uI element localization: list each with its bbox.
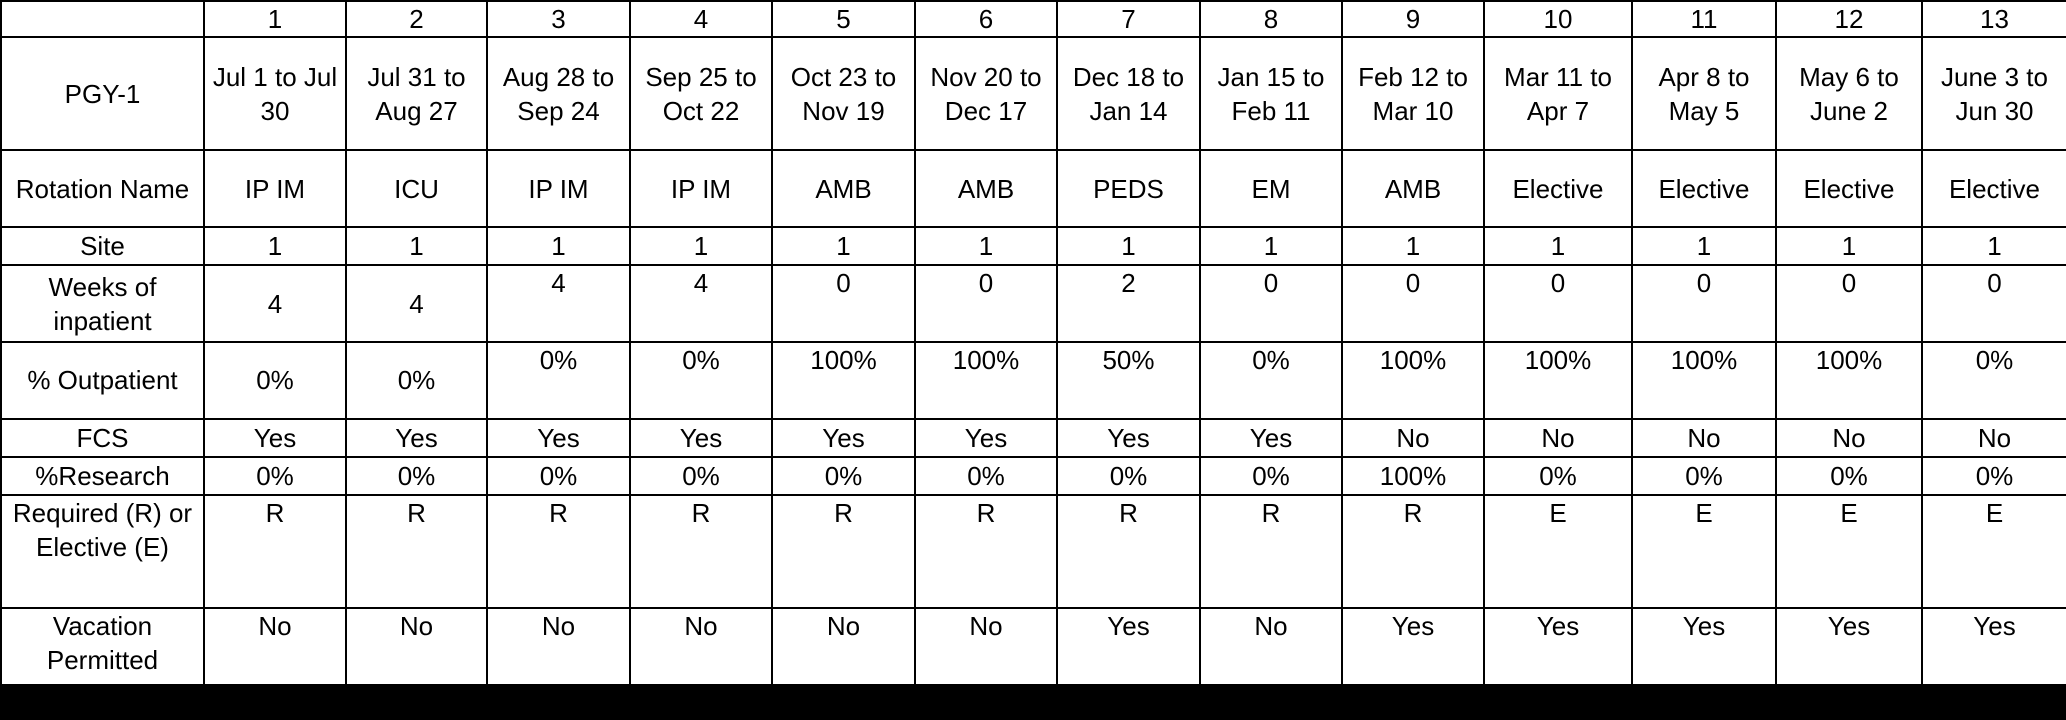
table-cell: PEDS: [1057, 150, 1200, 227]
table-cell: R: [487, 495, 630, 608]
table-cell: 0%: [204, 457, 346, 495]
header-period-number: 8: [1200, 1, 1342, 37]
table-cell: R: [630, 495, 772, 608]
row-label-outpatient: % Outpatient: [1, 342, 204, 419]
table-cell: 0: [1922, 265, 2066, 342]
table-cell: 0%: [487, 342, 630, 419]
table-cell: Dec 18 to Jan 14: [1057, 37, 1200, 150]
table-cell: 4: [204, 265, 346, 342]
row-label-research: %Research: [1, 457, 204, 495]
table-cell: Yes: [1922, 608, 2066, 685]
table-cell: No: [630, 608, 772, 685]
table-cell: 2: [1057, 265, 1200, 342]
table-cell: 0: [1632, 265, 1776, 342]
table-cell: 0%: [1922, 342, 2066, 419]
table-cell: 1: [346, 227, 487, 265]
table-cell: Yes: [1342, 608, 1484, 685]
table-cell: June 3 to Jun 30: [1922, 37, 2066, 150]
table-cell: 4: [487, 265, 630, 342]
table-cell: 1: [1776, 227, 1922, 265]
table-cell: 0%: [346, 457, 487, 495]
table-cell: No: [204, 608, 346, 685]
table-cell: 0%: [630, 342, 772, 419]
table-cell: 0%: [487, 457, 630, 495]
table-cell: EM: [1200, 150, 1342, 227]
table-cell: Yes: [772, 419, 915, 457]
table-cell: 1: [204, 227, 346, 265]
table-cell: 1: [1342, 227, 1484, 265]
header-period-number: 6: [915, 1, 1057, 37]
table-cell: R: [772, 495, 915, 608]
table-cell: No: [1922, 419, 2066, 457]
header-row: [1, 1, 2066, 37]
row-label-pgy1: PGY-1: [1, 37, 204, 150]
table-cell: 1: [1922, 227, 2066, 265]
row-rotation-name: [1, 150, 2066, 227]
table-cell: 50%: [1057, 342, 1200, 419]
table-cell: 100%: [1342, 457, 1484, 495]
row-label-vacation: Vacation Permitted: [1, 608, 204, 685]
table-cell: Elective: [1484, 150, 1632, 227]
table-cell: No: [1200, 608, 1342, 685]
row-pgy1-dates: [1, 37, 2066, 150]
header-period-number: 11: [1632, 1, 1776, 37]
table-cell: No: [1776, 419, 1922, 457]
header-period-number: 12: [1776, 1, 1922, 37]
table-cell: Elective: [1922, 150, 2066, 227]
table-cell: May 6 to June 2: [1776, 37, 1922, 150]
table-cell: Yes: [487, 419, 630, 457]
table-cell: Apr 8 to May 5: [1632, 37, 1776, 150]
header-period-number: 2: [346, 1, 487, 37]
table-cell: 100%: [1484, 342, 1632, 419]
table-cell: 1: [1632, 227, 1776, 265]
table-cell: E: [1632, 495, 1776, 608]
table-cell: 1: [1057, 227, 1200, 265]
table-cell: Nov 20 to Dec 17: [915, 37, 1057, 150]
table-cell: 100%: [1342, 342, 1484, 419]
table-cell: Yes: [1200, 419, 1342, 457]
table-cell: R: [1057, 495, 1200, 608]
table-cell: R: [1342, 495, 1484, 608]
header-period-number: 4: [630, 1, 772, 37]
table-cell: 0%: [204, 342, 346, 419]
table-cell: 1: [772, 227, 915, 265]
table-cell: E: [1922, 495, 2066, 608]
table-cell: Jul 31 to Aug 27: [346, 37, 487, 150]
header-corner-cell: [1, 1, 204, 37]
header-period-number: 5: [772, 1, 915, 37]
table-cell: 1: [487, 227, 630, 265]
table-cell: ICU: [346, 150, 487, 227]
table-cell: Yes: [1057, 419, 1200, 457]
table-cell: 0%: [1057, 457, 1200, 495]
table-cell: E: [1776, 495, 1922, 608]
table-cell: 100%: [1632, 342, 1776, 419]
table-cell: 100%: [772, 342, 915, 419]
row-label-required-elective: Required (R) or Elective (E): [1, 495, 204, 608]
table-cell: Yes: [915, 419, 1057, 457]
header-period-number: 13: [1922, 1, 2066, 37]
header-period-number: 3: [487, 1, 630, 37]
table-cell: 1: [1200, 227, 1342, 265]
table-cell: 0%: [1632, 457, 1776, 495]
table-cell: R: [915, 495, 1057, 608]
table-cell: Mar 11 to Apr 7: [1484, 37, 1632, 150]
table-cell: R: [1200, 495, 1342, 608]
table-cell: Yes: [630, 419, 772, 457]
table-cell: 4: [630, 265, 772, 342]
table-cell: 0%: [772, 457, 915, 495]
table-cell: Jul 1 to Jul 30: [204, 37, 346, 150]
table-cell: AMB: [1342, 150, 1484, 227]
row-label-fcs: FCS: [1, 419, 204, 457]
table-cell: AMB: [772, 150, 915, 227]
header-period-number: 1: [204, 1, 346, 37]
table-cell: No: [915, 608, 1057, 685]
table-cell: Sep 25 to Oct 22: [630, 37, 772, 150]
table-cell: Aug 28 to Sep 24: [487, 37, 630, 150]
row-label-site: Site: [1, 227, 204, 265]
table-cell: 0%: [1484, 457, 1632, 495]
header-period-number: 10: [1484, 1, 1632, 37]
row-label-weeks-inpatient: Weeks of inpatient: [1, 265, 204, 342]
table-cell: No: [1632, 419, 1776, 457]
table-cell: 0%: [1200, 457, 1342, 495]
row-outpatient: [1, 342, 2066, 419]
table-cell: IP IM: [487, 150, 630, 227]
row-vacation: [1, 608, 2066, 685]
table-cell: 0: [772, 265, 915, 342]
table-cell: Yes: [204, 419, 346, 457]
table-cell: No: [1342, 419, 1484, 457]
table-cell: R: [204, 495, 346, 608]
table-cell: 0: [915, 265, 1057, 342]
row-required-elective: [1, 495, 2066, 608]
table-cell: 100%: [1776, 342, 1922, 419]
header-period-number: 9: [1342, 1, 1484, 37]
table-cell: Yes: [346, 419, 487, 457]
table-cell: AMB: [915, 150, 1057, 227]
table-cell: 0: [1484, 265, 1632, 342]
row-site: [1, 227, 2066, 265]
table-cell: Elective: [1632, 150, 1776, 227]
table-cell: Yes: [1484, 608, 1632, 685]
table-cell: 0: [1200, 265, 1342, 342]
table-cell: No: [346, 608, 487, 685]
table-cell: 0%: [1776, 457, 1922, 495]
table-cell: R: [346, 495, 487, 608]
table-cell: 1: [915, 227, 1057, 265]
table-cell: 0%: [915, 457, 1057, 495]
table-cell: Oct 23 to Nov 19: [772, 37, 915, 150]
table-cell: 100%: [915, 342, 1057, 419]
table-cell: Yes: [1632, 608, 1776, 685]
table-cell: 0%: [1922, 457, 2066, 495]
row-research: [1, 457, 2066, 495]
footer-bar: [0, 686, 2066, 720]
table-cell: 0%: [346, 342, 487, 419]
row-weeks-inpatient: [1, 265, 2066, 342]
table-cell: 0%: [1200, 342, 1342, 419]
table-cell: 4: [346, 265, 487, 342]
table-cell: 1: [1484, 227, 1632, 265]
table-cell: IP IM: [204, 150, 346, 227]
row-fcs: [1, 419, 2066, 457]
table-cell: Yes: [1057, 608, 1200, 685]
table-cell: 1: [630, 227, 772, 265]
table-cell: E: [1484, 495, 1632, 608]
table-cell: No: [1484, 419, 1632, 457]
table-cell: No: [772, 608, 915, 685]
table-cell: Feb 12 to Mar 10: [1342, 37, 1484, 150]
table-cell: 0%: [630, 457, 772, 495]
table-cell: No: [487, 608, 630, 685]
table-cell: Elective: [1776, 150, 1922, 227]
row-label-rotation-name: Rotation Name: [1, 150, 204, 227]
table-cell: 0: [1776, 265, 1922, 342]
table-cell: 0: [1342, 265, 1484, 342]
table-cell: Jan 15 to Feb 11: [1200, 37, 1342, 150]
header-period-number: 7: [1057, 1, 1200, 37]
table-cell: Yes: [1776, 608, 1922, 685]
table-cell: IP IM: [630, 150, 772, 227]
